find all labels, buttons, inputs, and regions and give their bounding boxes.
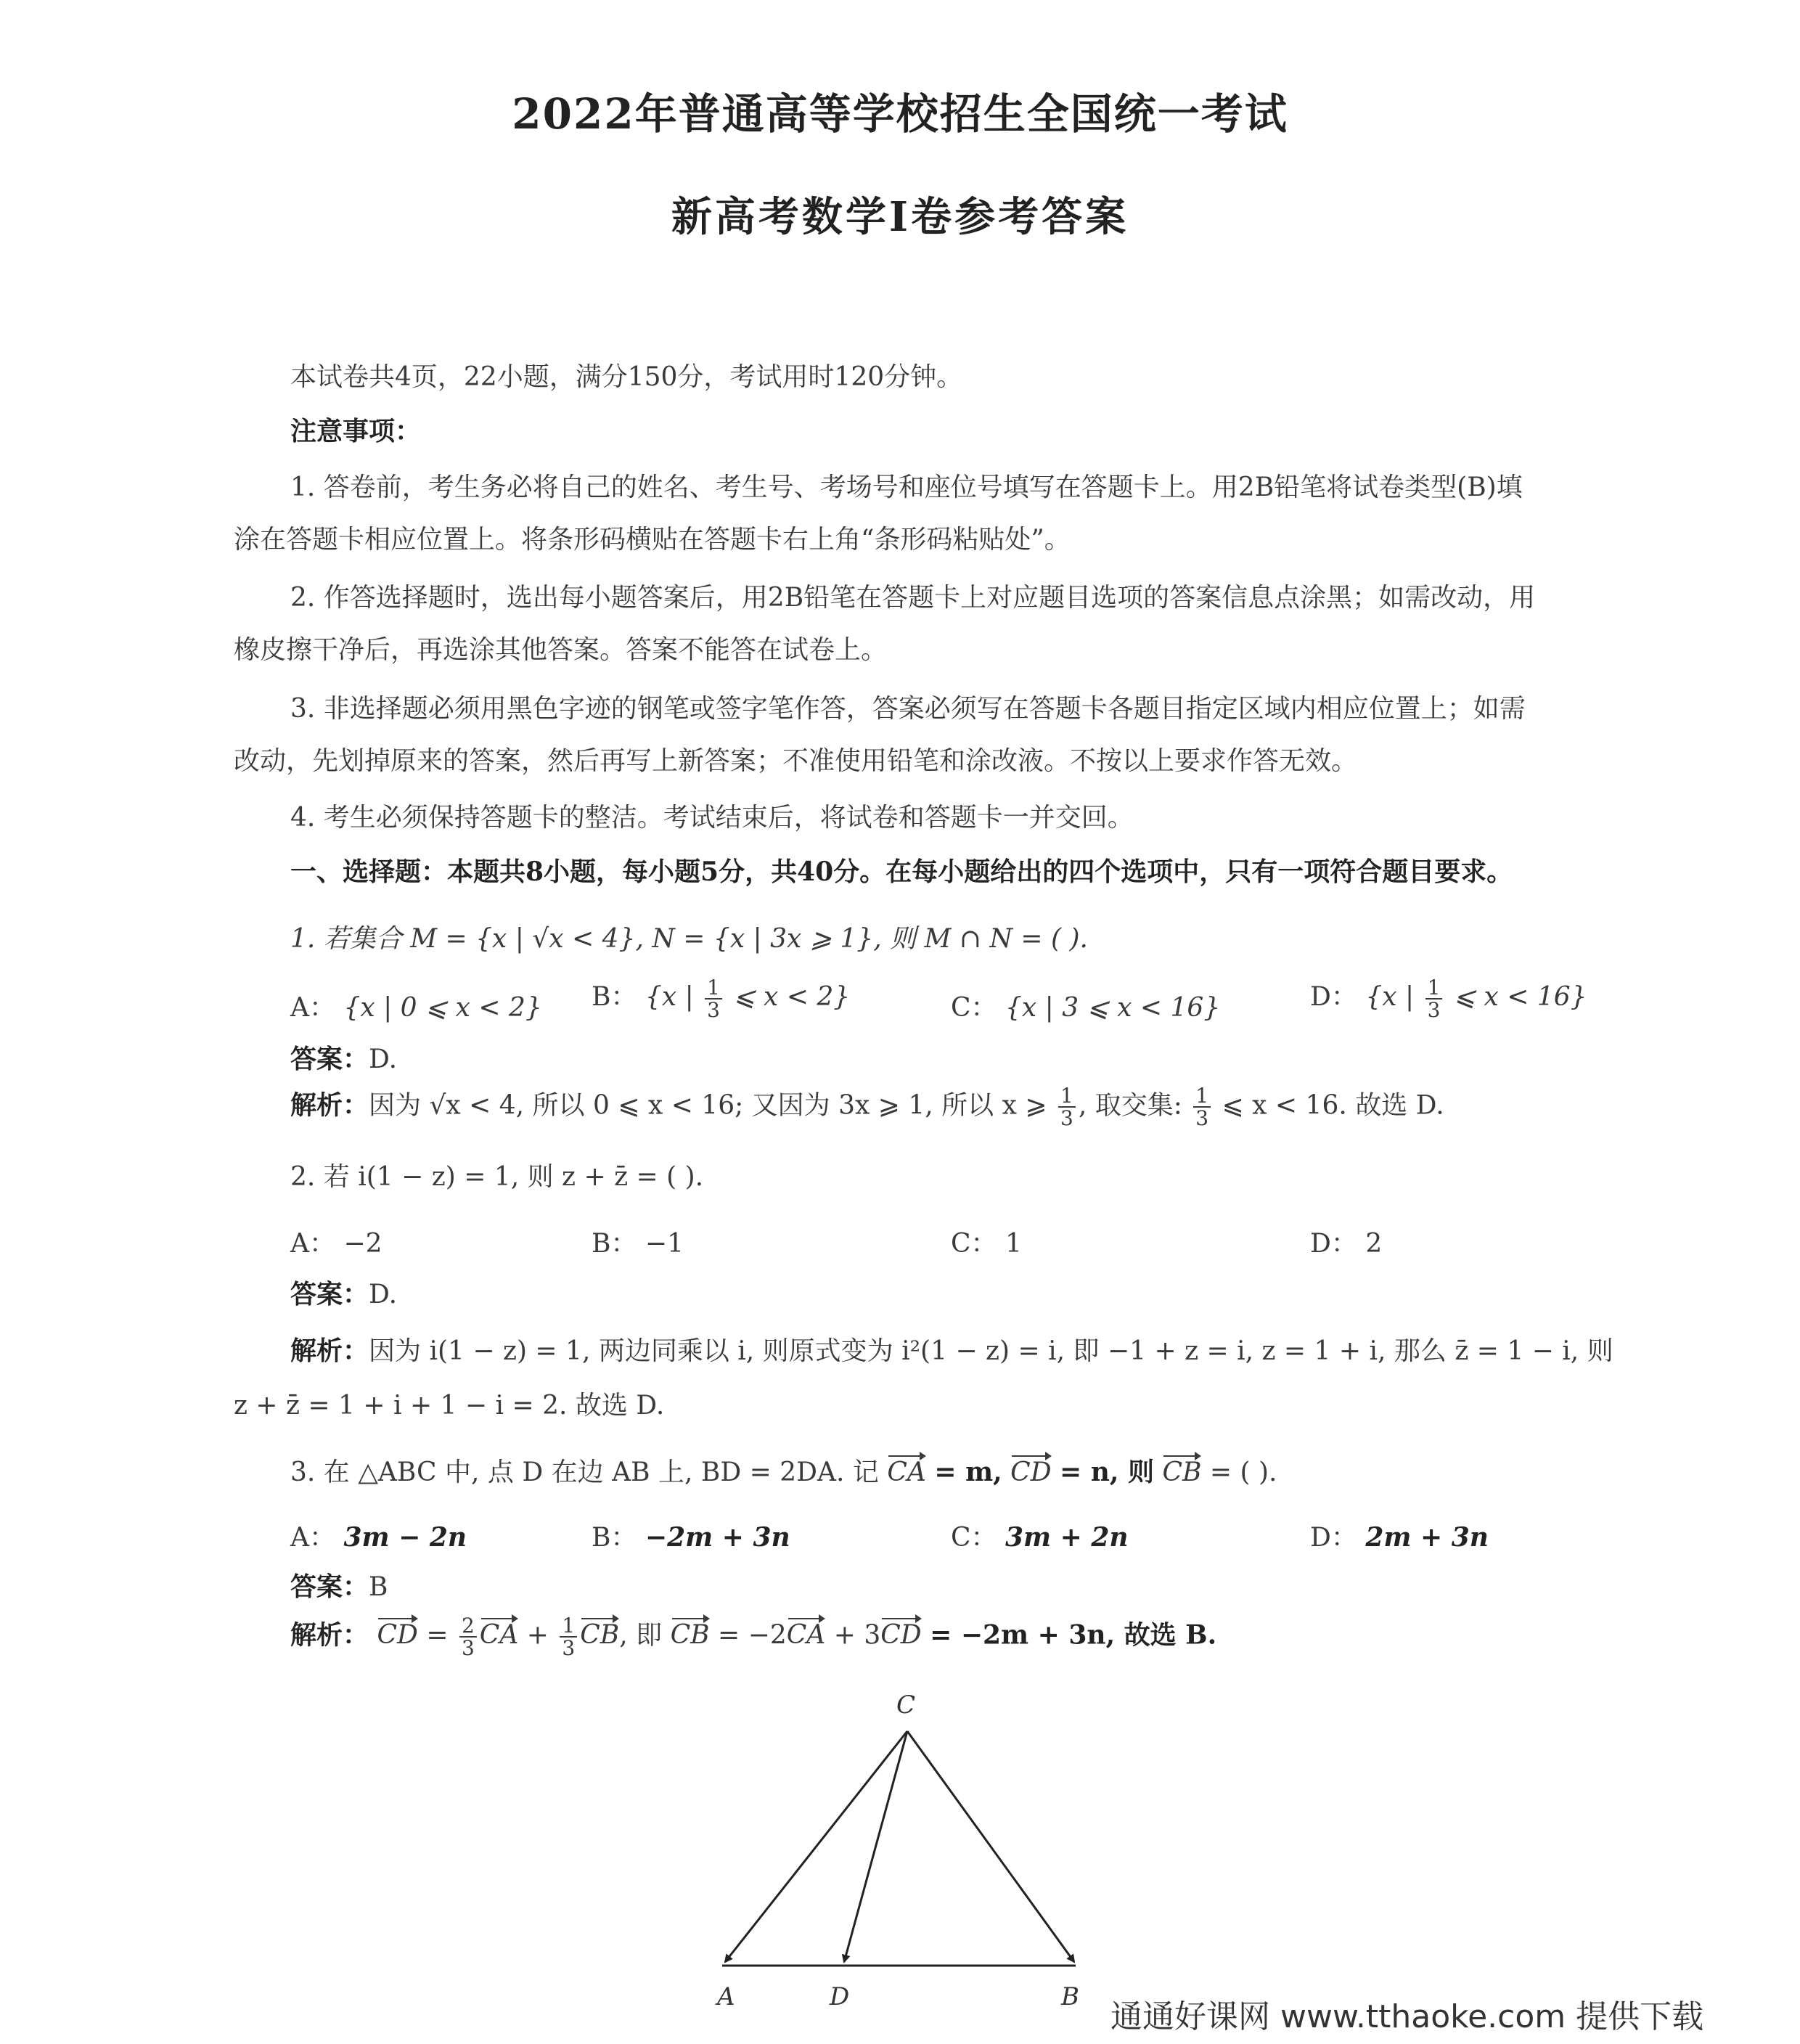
vector-cd: CD (377, 1616, 417, 1651)
vector-ca: CA (887, 1454, 926, 1488)
fraction-numerator: 1 (560, 1615, 577, 1638)
fraction-denominator: 3 (707, 998, 720, 1022)
vector-cd: CD (1010, 1454, 1051, 1488)
vector-cb: CB (671, 1616, 710, 1651)
exam-intro: 本试卷共4页，22小题，满分150分，考试用时120分钟。 (290, 362, 963, 392)
q1-answer-value: D. (369, 1045, 398, 1074)
watermark-text: 通通好课网 www.tthaoke.com 提供下载 (1110, 1998, 1704, 2035)
fraction-denominator: 3 (562, 1636, 576, 1661)
fraction-numerator: 1 (1193, 1085, 1211, 1108)
vector-ca: CA (787, 1616, 826, 1651)
notice-item-4: 4. 考生必须保持答题卡的整洁。考试结束后，将试卷和答题卡一并交回。 (290, 803, 1134, 833)
q2-analysis-text1: 因为 i(1 − z) = 1, 两边同乘以 i, 则原式变为 i²(1 − z) = i, 即 −1 + z = i, z = 1 + i, 那么 z̄ = 1 − i, 则 (369, 1336, 1613, 1366)
notice-heading: 注意事项： (290, 416, 422, 446)
q3-option-b-label: B： (592, 1523, 637, 1553)
q2-option-d-label: D： (1310, 1229, 1357, 1259)
vector-cd-arrow (844, 1731, 907, 1962)
fraction-numerator: 1 (1425, 977, 1443, 999)
vector-ca-arrow (725, 1731, 907, 1962)
q3-option-c-text: 3m + 2n (1005, 1522, 1129, 1553)
q1-analysis-part3: ⩽ x < 16. 故选 D. (1222, 1090, 1444, 1121)
q2-answer-value: D. (369, 1280, 398, 1309)
fraction-numerator: 1 (1058, 1085, 1076, 1108)
q3-option-d-label: D： (1310, 1523, 1357, 1553)
q2-option-a-label: A： (290, 1229, 335, 1259)
vector-cd: CD (880, 1616, 921, 1651)
q1-stem: 1. 若集合 M = {x | √x < 4}, N = {x | 3x ⩾ 1}, 则 M ∩ N = ( ). (290, 924, 1088, 954)
q3-analysis-mid: , 即 (619, 1620, 663, 1651)
q3-analysis-eq1: = (426, 1620, 449, 1651)
q3-stem-pre: 3. 在 △ABC 中, 点 D 在边 AB 上, BD = 2DA. 记 (290, 1458, 879, 1487)
q1-option-b-post: ⩽ x < 2} (733, 982, 851, 1012)
q3-answer-value: B (369, 1572, 388, 1602)
q3-analysis-tail: = −2m + 3n, 故选 B. (930, 1619, 1217, 1651)
q3-stem-mid1: = m, (934, 1457, 1002, 1487)
q1-option-d-post: ⩽ x < 16} (1453, 982, 1587, 1012)
q1-option-a-label: A： (290, 993, 335, 1023)
q2-option-d-text: 2 (1365, 1229, 1383, 1259)
q3-analysis-plus: + (526, 1620, 549, 1651)
q1-answer-label: 答案： (290, 1044, 369, 1074)
q1-option-d-pre: {x | (1365, 982, 1415, 1012)
q3-option-a-label: A： (290, 1523, 335, 1553)
q3-stem-post: = ( ). (1209, 1458, 1277, 1487)
fraction-denominator: 3 (1060, 1106, 1073, 1131)
q3-analysis-eq2: = −2 (718, 1620, 787, 1651)
q2-option-c-text: 1 (1005, 1229, 1022, 1259)
q2-analysis-line2: z + z̄ = 1 + i + 1 − i = 2. 故选 D. (234, 1391, 665, 1420)
vector-ca: CA (480, 1616, 519, 1651)
exam-subtitle: 新高考数学I卷参考答案 (671, 193, 1129, 241)
q3-analysis-label: 解析： (290, 1619, 369, 1651)
fraction-denominator: 3 (461, 1636, 475, 1661)
vertex-label-c: C (896, 1691, 916, 1720)
fraction-denominator: 3 (1195, 1106, 1209, 1131)
q1-analysis-label: 解析： (290, 1090, 369, 1121)
q2-answer-label: 答案： (290, 1279, 369, 1309)
notice-item-1-line1: 1. 答卷前，考生务必将自己的姓名、考生号、考场号和座位号填写在答题卡上。用2B铅笔将试卷类型(B)填 (290, 473, 1523, 502)
notice-item-2-line1: 2. 作答选择题时，选出每小题答案后，用2B铅笔在答题卡上对应题目选项的答案信息点涂黑；如需改动，用 (290, 583, 1536, 613)
q3-answer-label: 答案： (290, 1571, 369, 1602)
notice-item-2-line2: 橡皮擦干净后，再选涂其他答案。答案不能答在试卷上。 (234, 635, 888, 665)
q3-option-d-text: 2m + 3n (1365, 1522, 1489, 1553)
q3-stem-mid2: = n, 则 (1060, 1457, 1154, 1487)
q3-option-b-text: −2m + 3n (645, 1522, 790, 1553)
q2-analysis-label: 解析： (290, 1336, 369, 1366)
fraction-numerator: 2 (459, 1615, 477, 1638)
vector-cb: CB (580, 1616, 619, 1651)
q3-option-a-text: 3m − 2n (343, 1522, 467, 1553)
q1-analysis-part2: , 取交集: (1078, 1090, 1182, 1121)
q1-analysis-part1: 因为 √x < 4, 所以 0 ⩽ x < 16; 又因为 3x ⩾ 1, 所以 x ⩾ (369, 1090, 1047, 1121)
q2-option-a-text: −2 (343, 1229, 382, 1259)
vertex-label-b: B (1061, 1982, 1079, 2011)
q3-option-c-label: C： (951, 1523, 997, 1553)
q1-option-c-text: {x | 3 ⩽ x < 16} (1005, 993, 1221, 1023)
vector-cb: CB (1162, 1454, 1201, 1488)
vertex-label-a: A (717, 1982, 735, 2011)
notice-item-3-line1: 3. 非选择题必须用黑色字迹的钢笔或签字笔作答，答案必须写在答题卡各题目指定区域内相应位置上；如需 (290, 694, 1526, 724)
q1-option-b-label: B： (592, 982, 637, 1012)
notice-item-1-line2: 涂在答题卡相应位置上。将条形码横贴在答题卡右上角“条形码粘贴处”。 (234, 525, 1071, 555)
vector-cb-arrow (907, 1731, 1074, 1962)
fraction-denominator: 3 (1427, 998, 1441, 1022)
q2-option-c-label: C： (951, 1229, 997, 1259)
vertex-label-d: D (830, 1982, 850, 2011)
q1-option-c-label: C： (951, 993, 997, 1023)
q1-option-a-text: {x | 0 ⩽ x < 2} (343, 993, 542, 1023)
q2-stem: 2. 若 i(1 − z) = 1, 则 z + z̄ = ( ). (290, 1162, 704, 1192)
exam-title: 2022年普通高等学校招生全国统一考试 (512, 89, 1288, 139)
notice-item-3-line2: 改动，先划掉原来的答案，然后再写上新答案；不准使用铅笔和涂改液。不按以上要求作答无效。 (234, 746, 1358, 776)
q1-option-b-pre: {x | (645, 982, 694, 1012)
q2-option-b-text: −1 (645, 1229, 684, 1259)
section1-heading: 一、选择题：本题共8小题，每小题5分，共40分。在每小题给出的四个选项中，只有一项符合题目要求。 (290, 857, 1513, 887)
q1-option-d-label: D： (1310, 982, 1357, 1012)
q2-option-b-label: B： (592, 1229, 637, 1259)
fraction-numerator: 1 (705, 977, 722, 999)
q3-analysis-plus3: + 3 (833, 1620, 881, 1651)
